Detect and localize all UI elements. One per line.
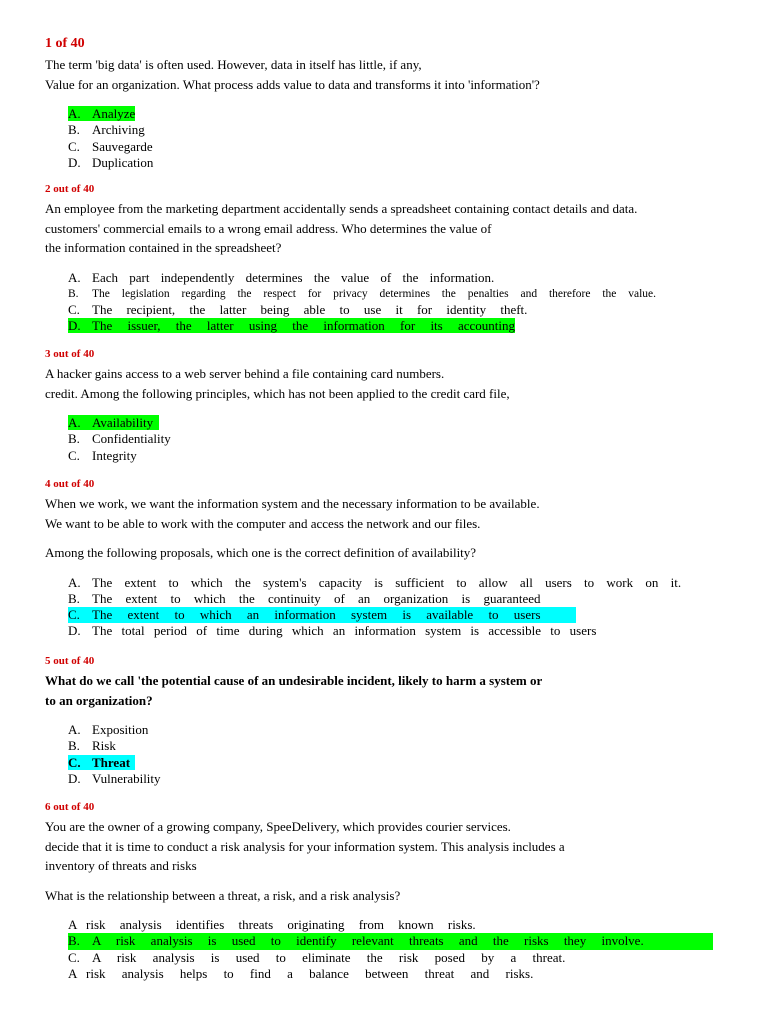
option-letter: A. <box>68 106 81 121</box>
option-text: The extent to which an information system is available to users <box>92 607 541 623</box>
option-text: Threat <box>92 754 131 770</box>
option-letter: C. <box>68 607 80 623</box>
option-letter: A. <box>68 269 81 285</box>
option-text: The legislation regarding the respect for privacy determines the penalties and therefore the value. <box>92 287 657 300</box>
option-c[interactable] <box>68 139 708 155</box>
options-list <box>45 106 708 171</box>
option-b[interactable] <box>68 933 708 949</box>
option-letter: A. <box>68 722 81 737</box>
question-number: 4 out of 40 <box>45 478 95 490</box>
option-letter: A. <box>68 574 81 590</box>
options-list <box>45 415 708 464</box>
option-letter: C. <box>68 302 80 318</box>
option-letter: B. <box>68 287 79 300</box>
question-prompt: Among the following proposals, which one is the correct definition of availability? <box>45 545 477 560</box>
question-2 <box>45 182 708 335</box>
option-letter: B. <box>68 738 80 754</box>
question-6 <box>45 800 708 982</box>
option-c[interactable] <box>68 607 708 623</box>
option-a[interactable] <box>68 270 678 286</box>
option-letter: B. <box>68 590 80 606</box>
option-letter: C. <box>68 447 80 463</box>
question-stem-line: credit. Among the following principles, which has not been applied to the credit card file, <box>45 385 510 401</box>
question-stem-line: the information contained in the spreadsheet? <box>45 240 282 255</box>
option-text: The issuer, the latter using the information for its accounting <box>92 318 516 334</box>
option-a[interactable] <box>68 722 708 738</box>
question-5 <box>45 654 708 787</box>
question-number: 6 out of 40 <box>45 801 95 813</box>
option-d[interactable] <box>68 318 708 334</box>
question-1 <box>45 36 708 171</box>
option-text: Confidentiality <box>92 431 171 447</box>
question-stem-line: The term 'big data' is often used. However, data in itself has little, if any, <box>45 57 422 72</box>
option-text: risk analysis helps to find a balance between threat and risks. <box>86 965 534 981</box>
option-text: Duplication <box>92 154 154 170</box>
options-list <box>45 917 708 982</box>
option-a[interactable] <box>68 415 708 431</box>
option-c[interactable] <box>68 448 708 464</box>
option-letter: A <box>68 965 78 981</box>
option-d[interactable] <box>68 771 708 787</box>
question-stem-line: You are the owner of a growing company, SpeeDelivery, which provides courier services. <box>45 819 511 834</box>
question-stem-line: What do we call 'the potential cause of an undesirable incident, likely to harm a system or <box>45 673 543 688</box>
option-a[interactable] <box>68 106 708 122</box>
option-c[interactable] <box>68 755 708 771</box>
question-stem-line: A hacker gains access to a web server behind a file containing card numbers. <box>45 366 445 381</box>
question-stem-line: inventory of threats and risks <box>45 858 197 873</box>
option-d[interactable] <box>68 155 708 171</box>
option-text: Risk <box>92 738 116 754</box>
option-b[interactable] <box>68 591 708 607</box>
option-d[interactable] <box>68 623 708 639</box>
question-stem-line: Value for an organization. What process adds value to data and transforms it into 'information'? <box>45 76 540 92</box>
question-3 <box>45 347 708 464</box>
option-text: risk analysis identifies threats originating from known risks. <box>86 917 476 932</box>
option-text: Analyze <box>92 106 136 121</box>
options-list <box>45 575 708 640</box>
option-a[interactable] <box>68 575 708 591</box>
question-number: 1 of 40 <box>45 36 85 51</box>
option-b[interactable] <box>68 286 708 302</box>
option-text: Exposition <box>92 722 149 737</box>
option-letter: C. <box>68 949 80 965</box>
option-letter: C. <box>68 138 80 154</box>
option-letter: A <box>68 917 78 932</box>
question-stem-line: We want to be able to work with the computer and access the network and our files. <box>45 515 481 531</box>
question-prompt: What is the relationship between a threat, a risk, and a risk analysis? <box>45 887 401 903</box>
option-d[interactable] <box>68 966 708 982</box>
option-letter: A. <box>68 415 81 430</box>
option-text: Each part independently determines the value of the information. <box>92 269 495 285</box>
option-letter: D. <box>68 770 81 786</box>
question-stem-line: customers' commercial emails to a wrong email address. Who determines the value of <box>45 220 492 236</box>
question-4 <box>45 477 708 640</box>
option-letter: C. <box>68 754 81 770</box>
option-text: The extent to which the system's capacity is sufficient to allow all users to work on it. <box>92 574 682 590</box>
option-text: Vulnerability <box>92 770 161 786</box>
option-letter: B. <box>68 933 80 949</box>
option-c[interactable] <box>68 302 708 318</box>
option-text: Integrity <box>92 447 137 463</box>
question-stem-line: An employee from the marketing department accidentally sends a spreadsheet containing contact details and data. <box>45 201 638 216</box>
options-list <box>45 270 708 335</box>
option-text: A risk analysis is used to identify relevant threats and the risks they involve. <box>92 933 644 949</box>
option-letter: B. <box>68 122 80 138</box>
option-text: Sauvegarde <box>92 138 153 154</box>
option-c[interactable] <box>68 950 708 966</box>
question-number: 5 out of 40 <box>45 655 95 667</box>
question-number: 2 out of 40 <box>45 183 95 195</box>
question-stem-line: to an organization? <box>45 692 153 708</box>
option-text: The recipient, the latter being able to use it for identity theft. <box>92 302 528 318</box>
option-letter: D. <box>68 154 81 170</box>
option-b[interactable] <box>68 122 708 138</box>
option-b[interactable] <box>68 738 708 754</box>
options-list <box>45 722 708 787</box>
option-text: The total period of time during which an information system is accessible to users <box>92 623 597 639</box>
option-text: The extent to which the continuity of an organization is guaranteed <box>92 590 541 606</box>
option-letter: D. <box>68 318 81 334</box>
option-text: Archiving <box>92 122 145 138</box>
question-stem-line: decide that it is time to conduct a risk analysis for your information system. This analysis includes a <box>45 838 565 854</box>
option-text: Availability <box>92 415 154 430</box>
option-a[interactable] <box>68 917 708 933</box>
option-b[interactable] <box>68 431 708 447</box>
option-letter: D. <box>68 623 81 639</box>
option-letter: B. <box>68 431 80 447</box>
option-text: A risk analysis is used to eliminate the risk posed by a threat. <box>92 949 566 965</box>
question-stem-line: When we work, we want the information system and the necessary information to be available. <box>45 496 540 511</box>
question-number: 3 out of 40 <box>45 348 95 360</box>
